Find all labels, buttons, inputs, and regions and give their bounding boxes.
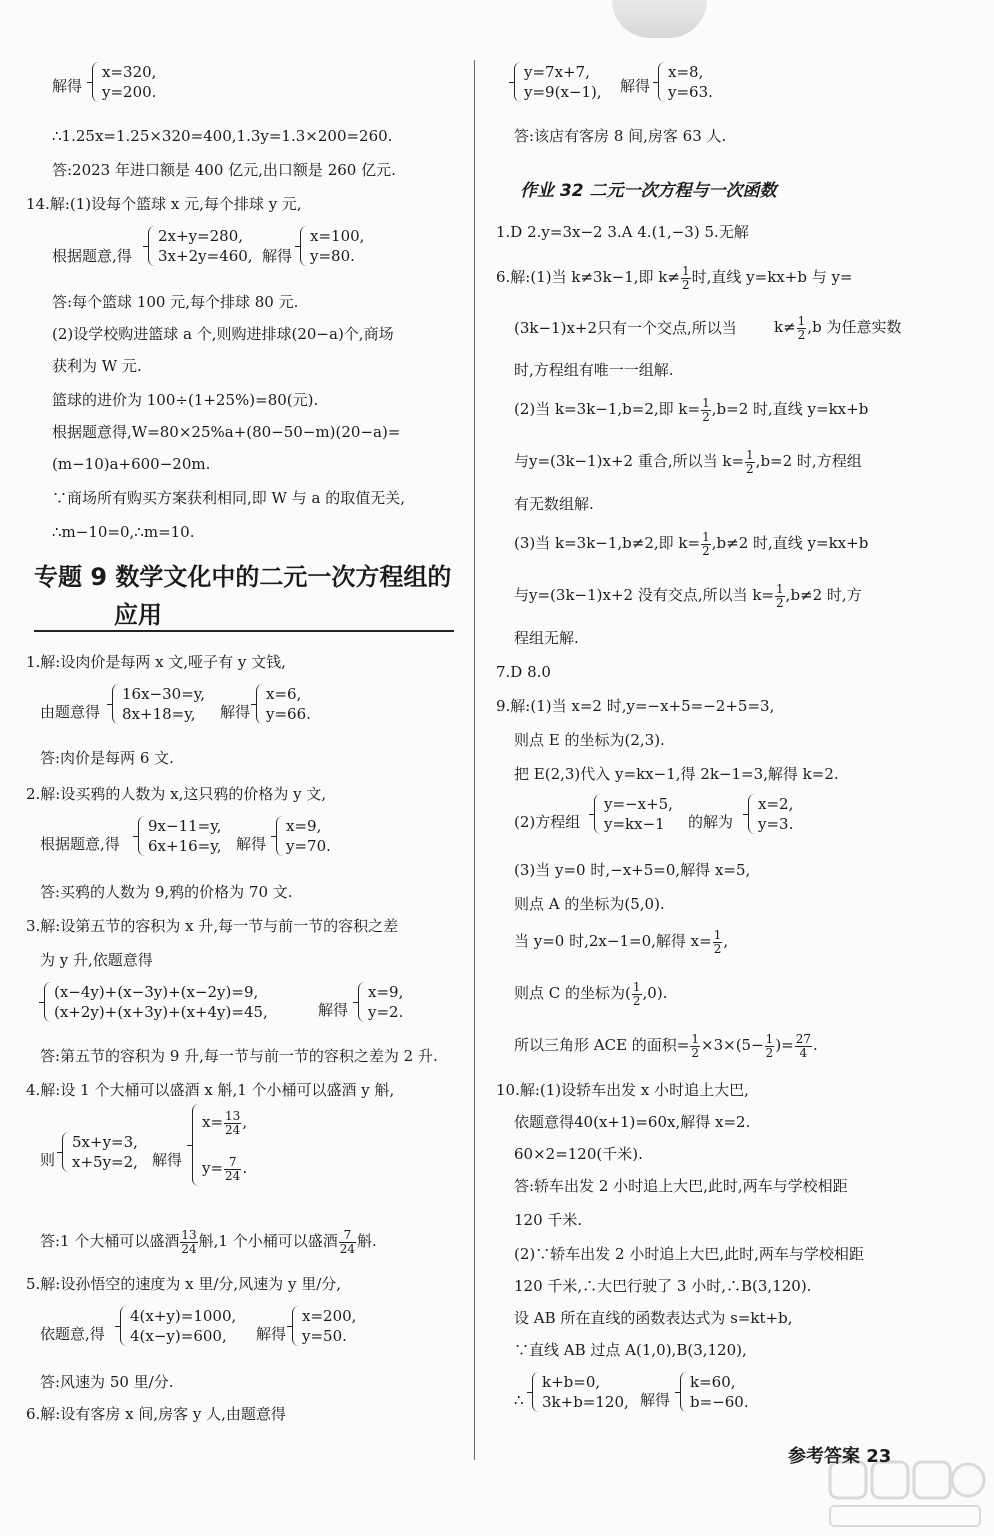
topic-heading-line2: 应用 (114, 601, 162, 629)
text-line: 依题意得40(x+1)=60x,解得 x=2. (514, 1113, 751, 1131)
homework-heading: 作业 32 二元一次方程与一次函数 (520, 181, 777, 201)
system-t1-solution: x=6, y=66. (256, 684, 311, 724)
text-line: 由题意得 (40, 703, 101, 721)
q9-area: 所以三角形 ACE 的面积= $\frac{1}{2}$ ×3×(5− $\frac{1}{2}$ )= $\frac{27}{4}$ . (514, 1031, 818, 1060)
text-line: 答:轿车出发 2 小时追上大巴,此时,两车与学校相距 (514, 1177, 848, 1195)
text-line: 解得 (236, 835, 267, 853)
text-line: 解得 (620, 77, 651, 95)
text-line: 有无数组解. (514, 495, 594, 513)
system-t1-equations: 16x−30=y, 8x+18=y, (112, 684, 205, 724)
topic-heading-line1: 专题 9 数学文化中的二元一次方程组的 (34, 563, 452, 591)
q6-part3b: 与y=(3k−1)x+2 没有交点,所以当 k= $\frac{1}{2}$ ,b≠2 时,方 (514, 581, 862, 610)
text-line: (m−10)a+600−20m. (52, 455, 211, 473)
answer-4: 答:1 个大桶可以盛酒 $\frac{13}{24}$ 斛,1 个小桶可以盛酒 $\frac{7}{24}$ 斛. (40, 1227, 377, 1256)
text-line: 1.D 2.y=3x−2 3.A 4.(1,−3) 5.无解 (496, 223, 749, 241)
text-line: 10.解:(1)设轿车出发 x 小时追上大巴, (496, 1081, 749, 1099)
text-line: 答:2023 年进口额是 400 亿元,出口额是 260 亿元. (52, 161, 396, 179)
text-line: 答:风速为 50 里/分. (40, 1373, 174, 1391)
text-line: 14.解:(1)设每个篮球 x 元,每个排球 y 元, (26, 195, 302, 213)
text-line: 120 千米. (514, 1211, 583, 1229)
text-line: 的解为 (688, 813, 734, 831)
text-line: 5.解:设孙悟空的速度为 x 里/分,风速为 y 里/分, (26, 1275, 342, 1293)
text-line: 3.解:设第五节的容积为 x 升,每一节与前一节的容积之差 (26, 917, 399, 935)
text-line: 解得 (152, 1151, 183, 1169)
q6-part1b: k≠ $\frac{1}{2}$ ,b 为任意实数 (774, 313, 902, 342)
text-line: 根据题意,得 (40, 835, 120, 853)
text-line: 答:肉价是每两 6 文. (40, 749, 174, 767)
system-t6-solution: x=8, y=63. (658, 62, 713, 102)
text-line: 60×2=120(千米). (514, 1145, 643, 1163)
text-line: (3k−1)x+2只有一个交点,所以当 (514, 319, 737, 337)
text-line: 答:买鸦的人数为 9,鸦的价格为 70 文. (40, 883, 293, 901)
text-line: 9.解:(1)当 x=2 时,y=−x+5=−2+5=3, (496, 697, 775, 715)
text-line: ∵直线 AB 过点 A(1,0),B(3,120), (514, 1341, 747, 1359)
text-line: 把 E(2,3)代入 y=kx−1,得 2k−1=3,解得 k=2. (514, 765, 839, 783)
text-line: 根据题意得,W=80×25%a+(80−50−m)(20−a)= (52, 423, 401, 441)
q6-part3: (3)当 k=3k−1,b≠2,即 k= $\frac{1}{2}$ ,b≠2 时,直线 y=kx+b (514, 529, 869, 558)
column-divider (474, 60, 475, 1460)
system-q9-equations: y=−x+5, y=kx−1 (594, 794, 673, 834)
system-q10-solution: k=60, b=−60. (680, 1372, 749, 1412)
text-line: ∵商场所有购买方案获利相同,即 W 与 a 的取值无关, (52, 489, 405, 507)
system-14-equations: 2x+y=280, 3x+2y=460, (148, 226, 253, 266)
watermark-logo-icon (826, 1458, 986, 1530)
text-line: 解得 (640, 1391, 671, 1409)
system-t3-solution: x=9, y=2. (358, 982, 403, 1022)
text-line: 则 (40, 1151, 56, 1169)
system-t5-equations: 4(x+y)=1000, 4(x−y)=600, (120, 1306, 236, 1346)
system-t3-equations: (x−4y)+(x−3y)+(x−2y)=9, (x+2y)+(x+3y)+(x+4y)=45, (44, 982, 268, 1022)
text-line: (2)∵轿车出发 2 小时追上大巴,此时,两车与学校相距 (514, 1245, 864, 1263)
text-line: 时,方程组有唯一一组解. (514, 361, 674, 379)
text-line: 答:第五节的容积为 9 升,每一节与前一节的容积之差为 2 升. (40, 1047, 438, 1065)
text-line: ∴ (514, 1391, 524, 1409)
page-footer: 参考答案 23 (788, 1446, 892, 1467)
text-line: (3)当 y=0 时,−x+5=0,解得 x=5, (514, 861, 751, 879)
text-line: 设 AB 所在直线的函数表达式为 s=kt+b, (514, 1309, 793, 1327)
text-line: ∴m−10=0,∴m=10. (52, 523, 195, 541)
text-line: 依题意,得 (40, 1325, 105, 1343)
text-line: 则点 E 的坐标为(2,3). (514, 731, 665, 749)
q6-part1: 6.解:(1)当 k≠3k−1,即 k≠ $\frac{1}{2}$ 时,直线 y=kx+b 与 y= (496, 263, 853, 292)
q6-part2b: 与y=(3k−1)x+2 重合,所以当 k= $\frac{1}{2}$ ,b=2 时,方程组 (514, 447, 862, 476)
text-line: 解得 (318, 1001, 349, 1019)
heading-rule (34, 630, 454, 632)
text-line: 解得 (52, 77, 83, 95)
text-line: 解得 (220, 703, 251, 721)
q9-point-c-calc: 当 y=0 时,2x−1=0,解得 x= $\frac{1}{2}$ , (514, 927, 729, 956)
system-q9-solution: x=2, y=3. (748, 794, 793, 834)
text-line: (2)设学校购进篮球 a 个,则购进排球(20−a)个,商场 (52, 325, 394, 343)
text-line: 解得 (256, 1325, 287, 1343)
system-t2-solution: x=9, y=70. (276, 816, 331, 856)
page-top-shadow (612, 0, 707, 38)
system-t2-equations: 9x−11=y, 6x+16=y, (138, 816, 221, 856)
text-line: 120 千米,∴大巴行驶了 3 小时,∴B(3,120). (514, 1277, 812, 1295)
text-line: 篮球的进价为 100÷(1+25%)=80(元). (52, 391, 319, 409)
text-line: 根据题意,得 (52, 247, 132, 265)
text-line: 为 y 升,依题意得 (40, 951, 153, 969)
text-line: 6.解:设有客房 x 间,房客 y 人,由题意得 (26, 1405, 286, 1423)
text-line: 4.解:设 1 个大桶可以盛酒 x 斛,1 个小桶可以盛酒 y 斛, (26, 1081, 395, 1099)
system-14-solution: x=100, y=80. (300, 226, 364, 266)
system-t4-solution: x= $\frac{13}{24}$ , y= $\frac{7}{24}$ . (192, 1104, 247, 1186)
text-line: 获利为 W 元. (52, 357, 142, 375)
q9-point-c: 则点 C 的坐标为( $\frac{1}{2}$ ,0). (514, 979, 668, 1008)
text-line: 7.D 8.0 (496, 663, 551, 681)
text-line: (2)方程组 (514, 813, 581, 831)
text-line: 程组无解. (514, 629, 579, 647)
text-line: 则点 A 的坐标为(5,0). (514, 895, 665, 913)
system-t4-equations: 5x+y=3, x+5y=2, (62, 1132, 138, 1172)
text-line: 解得 (262, 247, 293, 265)
q6-part2: (2)当 k=3k−1,b=2,即 k= $\frac{1}{2}$ ,b=2 时,直线 y=kx+b (514, 395, 869, 424)
system-q10-equations: k+b=0, 3k+b=120, (532, 1372, 629, 1412)
system-t5-solution: x=200, y=50. (292, 1306, 356, 1346)
text-line: 答:该店有客房 8 间,房客 63 人. (514, 127, 727, 145)
text-line: ∴1.25x=1.25×320=400,1.3y=1.3×200=260. (52, 127, 393, 145)
text-line: 1.解:设肉价是每两 x 文,哑子有 y 文钱, (26, 653, 286, 671)
system-13-solution: x=320, y=200. (92, 62, 156, 102)
text-line: 答:每个篮球 100 元,每个排球 80 元. (52, 293, 299, 311)
text-line: 2.解:设买鸦的人数为 x,这只鸦的价格为 y 文, (26, 785, 327, 803)
system-t6-equations: y=7x+7, y=9(x−1), (514, 62, 602, 102)
